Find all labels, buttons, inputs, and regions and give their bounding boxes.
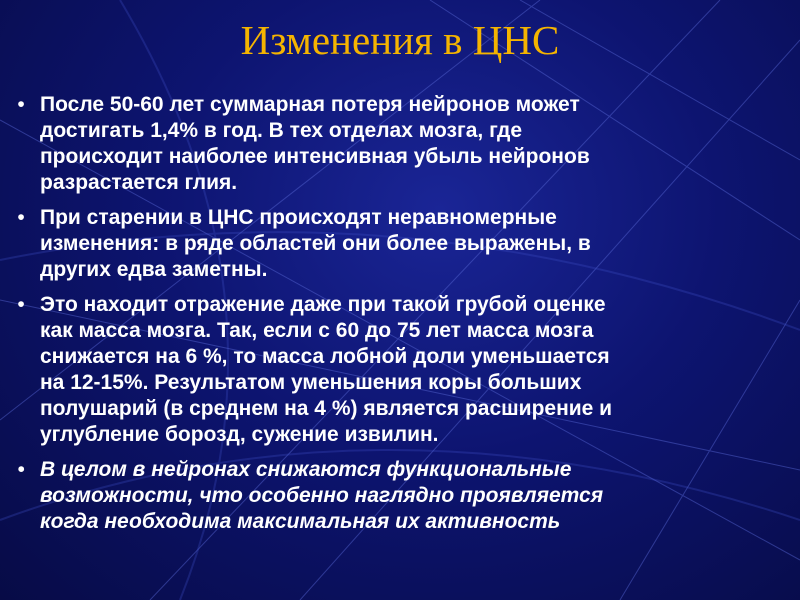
bullet-dot-icon: •: [17, 458, 25, 481]
bullet-text-line: В целом в нейронах снижаются функциональные: [40, 458, 572, 481]
bullet-text-line: полушарий (в среднем на 4 %) является расширение и: [40, 397, 613, 420]
bullet-text-line: возможности, что особенно наглядно проявляется: [40, 484, 604, 507]
bullet-item: [0, 205, 800, 283]
bullet-dot-icon: •: [17, 206, 25, 229]
bullet-text-line: разрастается глия.: [40, 171, 238, 194]
bullet-text-line: достигать 1,4% в год. В тех отделах мозга, где: [40, 119, 523, 142]
bullet-text-line: происходит наиболее интенсивная убыль нейронов: [40, 145, 590, 168]
bullet-dot-icon: •: [17, 293, 25, 316]
bullet-item: [0, 92, 800, 196]
bullet-text-line: как масса мозга. Так, если с 60 до 75 лет масса мозга: [40, 319, 594, 342]
bullet-text-line: на 12-15%. Результатом уменьшения коры больших: [40, 371, 582, 394]
bullet-dot-icon: •: [17, 93, 25, 116]
bullet-text-line: При старении в ЦНС происходят неравномерные: [40, 206, 557, 229]
slide-title: Изменения в ЦНС: [240, 17, 560, 63]
bullet-text-line: когда необходима максимальная их активность: [40, 510, 561, 533]
bullet-text-line: Это находит отражение даже при такой грубой оценке: [40, 293, 606, 316]
bullet-text-line: снижается на 6 %, то масса лобной доли уменьшается: [40, 345, 610, 368]
bullet-list: [0, 92, 800, 544]
bullet-item: [0, 292, 800, 448]
bullet-text-line: других едва заметны.: [40, 258, 268, 281]
bullet-item: [0, 457, 800, 535]
bullet-text-line: изменения: в ряде областей они более выражены, в: [40, 232, 591, 255]
bullet-text-line: После 50-60 лет суммарная потеря нейронов может: [40, 93, 580, 116]
bullet-text-line: углубление борозд, сужение извилин.: [40, 423, 439, 446]
